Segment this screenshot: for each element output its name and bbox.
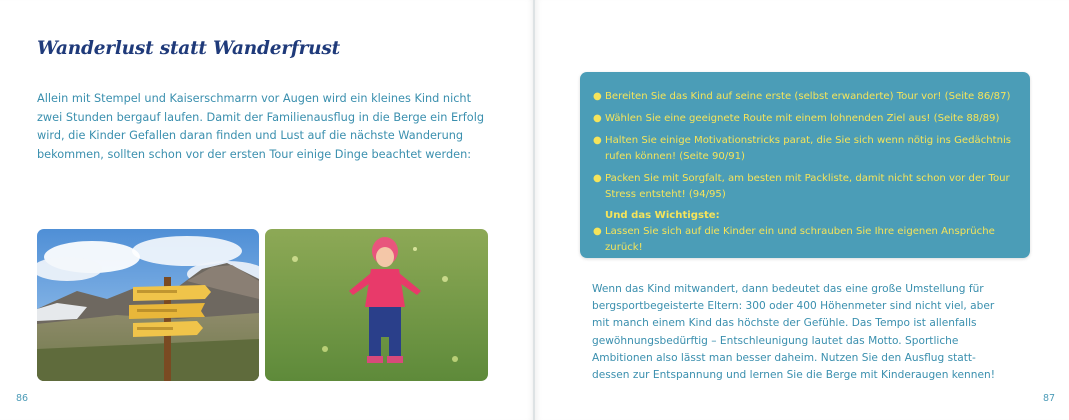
tip-item: ● Wählen Sie eine geeignete Route mit einem lohnenden Ziel aus! (Seite 88/89) [593, 111, 1018, 127]
bullet-icon: ● [593, 226, 602, 237]
mountain-signpost-photo [37, 229, 259, 381]
left-page [0, 0, 534, 420]
important-heading: Und das Wichtigste: [605, 210, 720, 221]
closing-paragraph: Wenn das Kind mitwandert, dann bedeutet das eine große Umstellung für bergsportbegeisterte Eltern: 300 oder 400 Höhenmeter sind nicht viel, aber mit manch einem Kind das höchste der Gefühle. Das Tempo ist allenfalls gewöhnungsbedürftig – Entschleunigung lautet das Motto. Sportliche Ambitionen also lässt man besser daheim. Nutzen Sie den Ausflug statt-dessen zur Entspannung und lernen Sie die Berge mit Kinderaugen kennen! [592, 283, 995, 382]
important-list [580, 223, 1030, 256]
tip-item: ● Packen Sie mit Sorgfalt, am besten mit Packliste, damit nicht schon vor der Tour Stress entsteht! (94/95) [593, 173, 1010, 200]
child-photo [265, 229, 488, 381]
important-tip-item: ● Lassen Sie sich auf die Kinder ein und schrauben Sie Ihre eigenen Ansprüche zurück! [593, 226, 995, 253]
page-number: 86 [16, 393, 29, 404]
bullet-icon: ● [593, 113, 602, 124]
tips-list [580, 72, 1030, 203]
bullet-icon: ● [593, 173, 602, 184]
bullet-icon: ● [593, 91, 602, 102]
tip-item: ● Bereiten Sie das Kind auf seine erste (selbst erwanderte) Tour vor! (Seite 86/87) [593, 89, 1018, 105]
tips-box [580, 72, 1030, 258]
tip-item: ● Halten Sie einige Motivationstricks parat, die Sie sich wenn nötig ins Gedächtnis rufen können! (Seite 90/91) [593, 135, 1012, 162]
page-title: Wanderlust statt Wanderfrust [37, 38, 340, 59]
intro-paragraph: Allein mit Stempel und Kaiserschmarrn vor Augen wird ein kleines Kind nicht zwei Stunden bergauf laufen. Damit der Familienausflug in die Berge ein Erfolg wird, die Kinder Gefallen daran finden und Lust auf die nächste Wanderung bekommen, sollten schon vor der ersten Tour einige Dinge beachtet werden: [37, 92, 484, 161]
bullet-icon: ● [593, 135, 602, 146]
page-number: 87 [1043, 393, 1056, 404]
